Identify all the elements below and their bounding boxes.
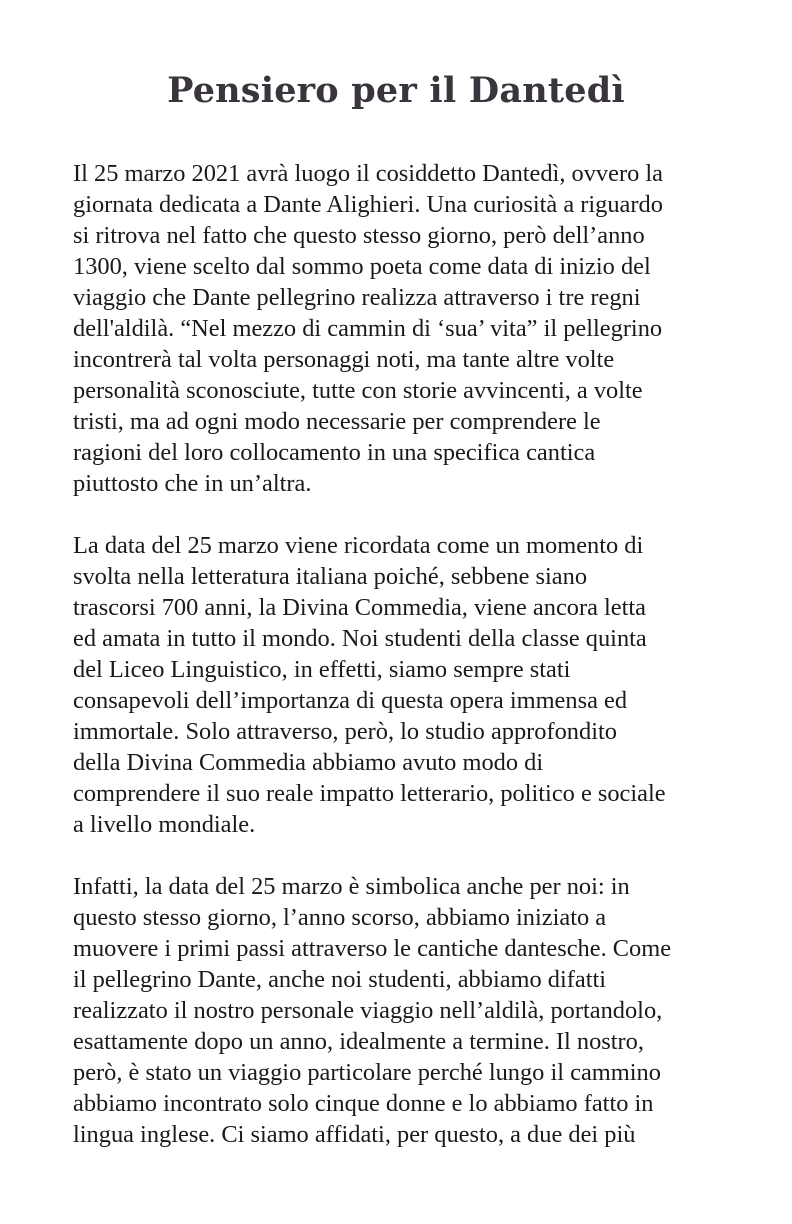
text-line: Il 25 marzo 2021 avrà luogo il cosiddetto Dantedì, ovvero la	[73, 160, 663, 187]
text-line: questo stesso giorno, l’anno scorso, abbiamo iniziato a	[73, 904, 607, 931]
text-line: si ritrova nel fatto che questo stesso giorno, però dell’anno	[73, 222, 645, 249]
text-line: comprendere il suo reale impatto letterario, politico e sociale	[73, 780, 666, 807]
text-line: Infatti, la data del 25 marzo è simbolica anche per noi: in	[73, 873, 630, 900]
paragraph	[73, 158, 753, 499]
text-line: della Divina Commedia abbiamo avuto modo di	[73, 749, 544, 776]
text-line: dell'aldilà. “Nel mezzo di cammin di ‘sua’ vita” il pellegrino	[73, 315, 663, 342]
document-body	[73, 158, 753, 1181]
text-line: viaggio che Dante pellegrino realizza attraverso i tre regni	[73, 284, 641, 311]
text-line: esattamente dopo un anno, idealmente a termine. Il nostro,	[73, 1028, 644, 1055]
text-line: muovere i primi passi attraverso le cantiche dantesche. Come	[73, 935, 672, 962]
text-line: tristi, ma ad ogni modo necessarie per comprendere le	[73, 408, 601, 435]
text-line: però, è stato un viaggio particolare perché lungo il cammino	[73, 1059, 661, 1086]
page-title: Pensiero per il Dantedì	[167, 70, 625, 111]
text-line: La data del 25 marzo viene ricordata come un momento di	[73, 532, 644, 559]
text-line: incontrerà tal volta personaggi noti, ma tante altre volte	[73, 346, 615, 373]
text-line: trascorsi 700 anni, la Divina Commedia, viene ancora letta	[73, 594, 646, 621]
text-line: personalità sconosciute, tutte con storie avvincenti, a volte	[73, 377, 643, 404]
paragraph	[73, 530, 753, 840]
text-line: consapevoli dell’importanza di questa opera immensa ed	[73, 687, 628, 714]
text-line: abbiamo incontrato solo cinque donne e lo abbiamo fatto in	[73, 1090, 654, 1117]
text-line: il pellegrino Dante, anche noi studenti, abbiamo difatti	[73, 966, 607, 993]
text-line: del Liceo Linguistico, in effetti, siamo sempre stati	[73, 656, 571, 683]
text-line: piuttosto che in un’altra.	[73, 470, 312, 497]
text-line: a livello mondiale.	[73, 811, 256, 838]
text-line: lingua inglese. Ci siamo affidati, per questo, a due dei più	[73, 1121, 636, 1148]
text-line: immortale. Solo attraverso, però, lo studio approfondito	[73, 718, 617, 745]
text-line: giornata dedicata a Dante Alighieri. Una curiosità a riguardo	[73, 191, 663, 218]
text-line: 1300, viene scelto dal sommo poeta come data di inizio del	[73, 253, 651, 280]
text-line: ed amata in tutto il mondo. Noi studenti della classe quinta	[73, 625, 647, 652]
paragraph	[73, 871, 753, 1150]
text-line: svolta nella letteratura italiana poiché, sebbene siano	[73, 563, 588, 590]
text-line: realizzato il nostro personale viaggio nell’aldilà, portandolo,	[73, 997, 663, 1024]
text-line: ragioni del loro collocamento in una specifica cantica	[73, 439, 596, 466]
